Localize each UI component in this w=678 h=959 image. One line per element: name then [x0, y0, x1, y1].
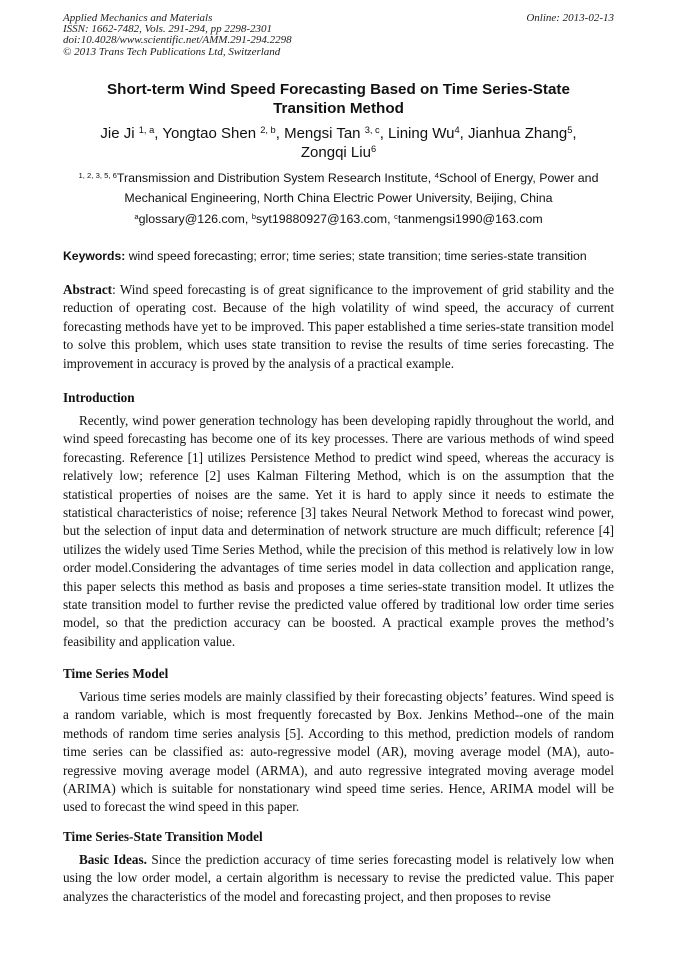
author: Zongqi Liu$^6$: [300, 143, 377, 161]
author: Jianhua Zhang$^5$,: [467, 124, 577, 142]
title-line-1: Short-term Wind Speed Forecasting Based on Time Series-State: [107, 81, 570, 98]
section-ts-state-transition: [63, 828, 614, 906]
author: Jie Ji $^{1, a}$,: [100, 124, 163, 142]
copyright-line: © 2013 Trans Tech Publications Ltd, Switzerland: [63, 45, 281, 58]
keywords: [63, 248, 623, 264]
section-heading: Time Series Model: [63, 666, 169, 681]
affiliation-line-2: Mechanical Engineering, North China Electric Power University, Beijing, China: [124, 191, 553, 205]
abstract-label: Abstract: [63, 282, 113, 297]
section-introduction: [63, 389, 614, 651]
author: Lining Wu$^4$,: [388, 124, 468, 142]
paper-title: [63, 80, 614, 118]
email[interactable]: $^b$syt19880927@163.com: [251, 211, 388, 226]
affiliation-line-1: $^{1, 2, 3, 5, 6}$Transmission and Distribution System Research Institute, $^4$School of Energy, Power and: [78, 170, 599, 185]
author: Mengsi Tan $^{3, c}$,: [284, 124, 389, 142]
section-body: Various time series models are mainly classified by their forecasting objects’ features. Wind speed is a random variable, which is most frequently forecasted by Box. Jenkins Method--one of the main methods of random time series analysis [5]. According to this method, prediction models of random time series can be classified as: auto-regressive model (AR), moving average model (MA), auto-regressive moving average model (ARMA), and auto regressive integrated moving average model (ARIMA) which is suitable for nonstationary wind speed time series. Hence, ARIMA model will be used to forecast the wind speed in this paper.: [63, 689, 614, 815]
issn-line: ISSN: 1662-7482, Vols. 291-294, pp 2298-2301: [63, 23, 272, 36]
journal-name: Applied Mechanics and Materials: [63, 12, 213, 24]
author: Yongtao Shen $^{2, b}$,: [162, 124, 285, 142]
section-time-series-model: [63, 665, 614, 817]
doi-line: doi:10.4028/www.scientific.net/AMM.291-294.2298: [63, 34, 292, 47]
email[interactable]: $^a$glossary@126.com: [134, 211, 245, 226]
email[interactable]: $^c$tanmengsi1990@163.com: [393, 211, 543, 226]
subheading: Basic Ideas.: [79, 852, 147, 867]
online-date: Online: 2013-02-13: [526, 12, 614, 24]
section-body: Basic Ideas. Since the prediction accuracy of time series forecasting model is relatively low when using the low order model, a certain algorithm is necessary to revise the predicted value. This paper analyzes the characteristics of the model and forecasting project, and then proposes to revise: [63, 852, 614, 904]
affiliations: [63, 168, 614, 208]
title-line-2: Transition Method: [273, 100, 404, 117]
section-body: Recently, wind power generation technology has been developing rapidly throughout the world, and wind speed forecasting has become one of its key processes. There are various methods of wind speed forecasting. Reference [1] utilizes Persistence Method to predict wind speed, whereas the accuracy is relatively low; reference [2] uses Kalman Filtering Method, which is on the assumption that the statistical properties of noises are the same. Yet it is hard to apply since it needs to estimate the statistical characteristics of noise; reference [3] takes Neural Network Method to forecast wind power, but the selection of input data and determination of network structure are much difficult; reference [4] utilizes the widely used Time Series Method, while the precision of this method is relatively low in low order model.Considering the advantages of time series model in data collection and application range, this paper selects this method as basis and proposes a time series-state transition model. It utlizes the state transition model to further revise the predicted value offered by traditional low order time series model, so that the prediction accuracy can be boosted. A practical example proves the method’s feasibility and application value.: [63, 413, 614, 649]
section-heading: Time Series-State Transition Model: [63, 829, 263, 844]
section-heading: Introduction: [63, 390, 135, 405]
author-emails: $^a$glossary@126.com, $^b$syt19880927@163.com, $^c$tanmengsi1990@163.com: [134, 211, 543, 226]
abstract-text: : Wind speed forecasting is of great significance to the improvement of grid stability and the reduction of operating cost. Because of the high volatility of wind speed, the accuracy of current forecasting methods have yet to be improved. This paper established a time series-state transition model to solve this problem, which uses state transition to revise the results of time series forecasting. The improvement in accuracy is proved by the analysis of a practical example.: [63, 282, 614, 371]
author-list: [63, 124, 614, 162]
abstract: [63, 281, 614, 373]
keywords-label: Keywords:: [63, 249, 126, 263]
keywords-text: wind speed forecasting; error; time series; state transition; time series-state transition: [125, 249, 587, 263]
